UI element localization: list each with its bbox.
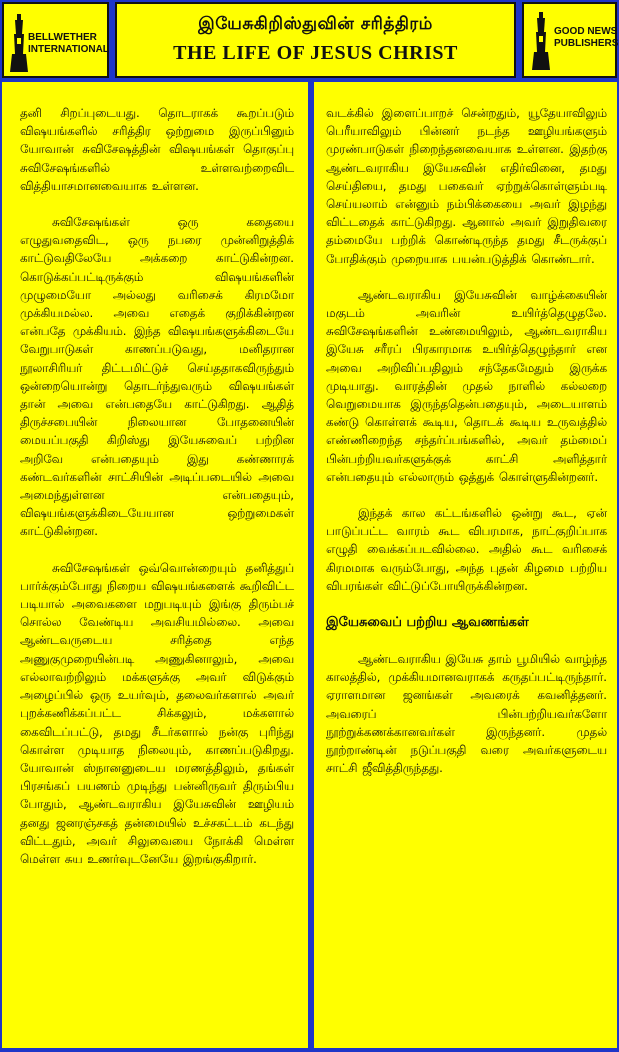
title-box [115,2,516,78]
logo-right-text [554,26,618,50]
section-heading: இயேசுவைப் பற்றிய ஆவணங்கள் [326,615,529,631]
paragraph: ஆண்டவராகிய இயேசு தாம் பூமியில் வாழ்ந்த காலத்தில், முக்கியமானவராகக் கருதப்பட்டிருந்தார். ஏராளமான ஜனங்கள் அவரைக் கவனித்தனர். அவரைப் பின்பற்றியவர்களோ நூற்றுக்கணக்கானவர்கள் இருந்தனர். முதல் நூற்றாண்டின் நடுப்பகுதி வரை அவர்களுடைய சாட்சி ஜீவித்திருந்தது. [326,652,607,776]
logo-left-text [28,32,109,56]
logo-right-line2: PUBLISHERS [554,38,619,49]
left-column [2,82,308,1048]
header [2,2,617,78]
tower-icon [532,12,550,70]
right-column [314,82,617,1048]
page-title-english: THE LIFE OF JESUS CHRIST [173,42,458,64]
logo-good-news [522,2,617,78]
paragraph: சுவிசேஷங்கள் ஒவ்வொன்றையும் தனித்துப் பார்க்கும்போது நிறைய விஷயங்களைக் கூறிவிட்ட படியால் அவைகளை மறுபடியும் இங்கு திரும்பச் சொல்ல வேண்டிய அவசியமில்லை. அவை ஆண்டவருடைய சரித்தை எந்த அணுகுமுறையின்படி அணுகினாலும், அவை எல்லாவற்றிலும் மக்களுக்கு அவர் விடுக்கும் அழைப்பில் ஒரு உயர்வும், தலைவர்களால் அவர் புறக்கணிக்கப்பட்ட சிக்கலும், மக்களால் கைவிடப்பட்டு, தமது சீடர்களால் நன்கு புரிந்து கொள்ள முடியாத நிலையும், காணப்படுகிறது. யோவான் ஸ்நானனுடைய மரணத்திலும், தங்கள் பிரசங்கப் பயணம் முடிந்து பன்னிருவர் திரும்பிய போதும், ஆண்டவராகிய இயேசுவின் ஊழியம் தனது ஜனரஞ்சகத் தன்மையில் உச்சகட்டம் கடந்து விட்டதும், அவர் சிலுவையை நோக்கி மெள்ள மெள்ள சுய உணர்வுடனேயே இறங்குகிறார். [20,560,294,866]
tower-icon [10,14,28,72]
paragraph: ஆண்டவராகிய இயேசுவின் வாழ்க்கையின் மகுடம் அவரின் உயிர்த்தெழுதலே. சுவிசேஷங்களின் உண்மையிலும், ஆண்டவராகிய இயேசு சரீரப் பிரகாரமாக உயிர்த்தெழுந்தார் என அவை அறிவிப்பதிலும் சந்தேகமேதும் இருக்க முடியாது. வாரத்தின் முதல் நாளில் கல்லறை வெறுமையாக இருந்ததென்பதையும், அடையாளம் கண்டு கொள்ளக் கூடிய, தொடக் கூடிய உருவத்தில் எண்ணிறைந்த சந்தர்ப்பங்களில், அவர் தம்மைப் பின்பற்றியவர்களுக்குக் காட்சி அளித்தார் என்பதையும் எல்லாரும் ஒத்துக் கொள்ளுகின்றனர். [326,287,607,484]
page-title-tamil: இயேசுகிறிஸ்துவின் சரித்திரம் [198,14,433,34]
paragraph: வடக்கில் இளைப்பாறச் சென்றதும், யூதேயாவிலும் பெரீயாவிலும் பின்னர் நடந்த ஊழியங்களும் முரண்பாடுகள் நிறைந்தனவையாக உள்ளன. இதற்கு ஆண்டவராகிய இயேசுவின் எதிர்வினை, தமது செய்தியை, தமது பகைவர் ஏற்றுக்கொள்ளும்படி செய்யலாம் என்னும் நம்பிக்கையை அவர் இழந்து விட்டதைக் காட்டுகிறது. ஆனால் அவர் இறுதிவரை தம்மையே பற்றிக் கொண்டிருந்த தமது சீடருக்குப் போதிக்கும் முறையாக பயன்படுத்திக் கொண்டார். [326,106,607,266]
paragraph: சுவிசேஷங்கள் ஒரு கதையை எழுதுவதைவிட, ஒரு நபரை முன்னிறுத்திக் காட்டுவதிலேயே அக்கறை காட்டுகின்றன. கொடுக்கப்பட்டிருக்கும் விஷயங்களின் முழுமையோ அல்லது வரிசைக் கிரமமோ முக்கியமல்ல. அவை எதைக் குறிக்கின்றன என்பதே முக்கியம். இந்த விஷயங்களுக்கிடையே வேறுபாடுகள் காணப்படுவது, மனிதரான நூலாசிரியர் திட்டமிட்டுச் செய்ததாகவிருந்தும் ஒன்றையொன்று தொடர்ந்துவரும் விஷயங்கள் தான் அவை என்பதையே காட்டுகிறது. ஆதித் திருச்சபையின் நிலையான போதனையின் மையப்பகுதி கிறிஸ்து இயேசுவைப் பற்றின அறிவே என்பதையும் இது கண்ணாரக் கண்டவர்களின் சாட்சியின் அடிப்படையில் அவை அமைந்துள்ளன என்பதையும், விஷயங்களுக்கிடையேயான ஒற்றுமைகள் காட்டுகின்றன. [20,215,294,539]
logo-left-line2: INTERNATIONAL [28,44,109,55]
logo-right-line1: GOOD NEWS [554,26,618,37]
paragraph: தனி சிறப்புடையது. தொடராகக் கூறப்படும் விஷயங்களில் சரித்திர ஒற்றுமை இருப்பினும் யோவான் சுவிசேஷத்தின் விஷயங்கள் தொகுப்பு சுவிசேஷங்களில் உள்ளவற்றைவிட வித்தியாசமானவையாக உள்ளன. [20,106,294,193]
logo-left-line1: BELLWETHER [28,32,97,43]
logo-bellwether [2,2,109,78]
paragraph: இந்தக் கால கட்டங்களில் ஒன்று கூட, ஏன் பாடுப்பட்ட வாரம் கூட விபரமாக, நாட்குறிப்பாக எழுதி வைக்கப்படவில்லை. அதில் கூட வரிசைக் கிரமமாக வரும்போது, அந்த புதன் கிழமை பற்றிய விபரங்கள் விட்டுப்போயிருக்கின்றன. [326,506,607,593]
